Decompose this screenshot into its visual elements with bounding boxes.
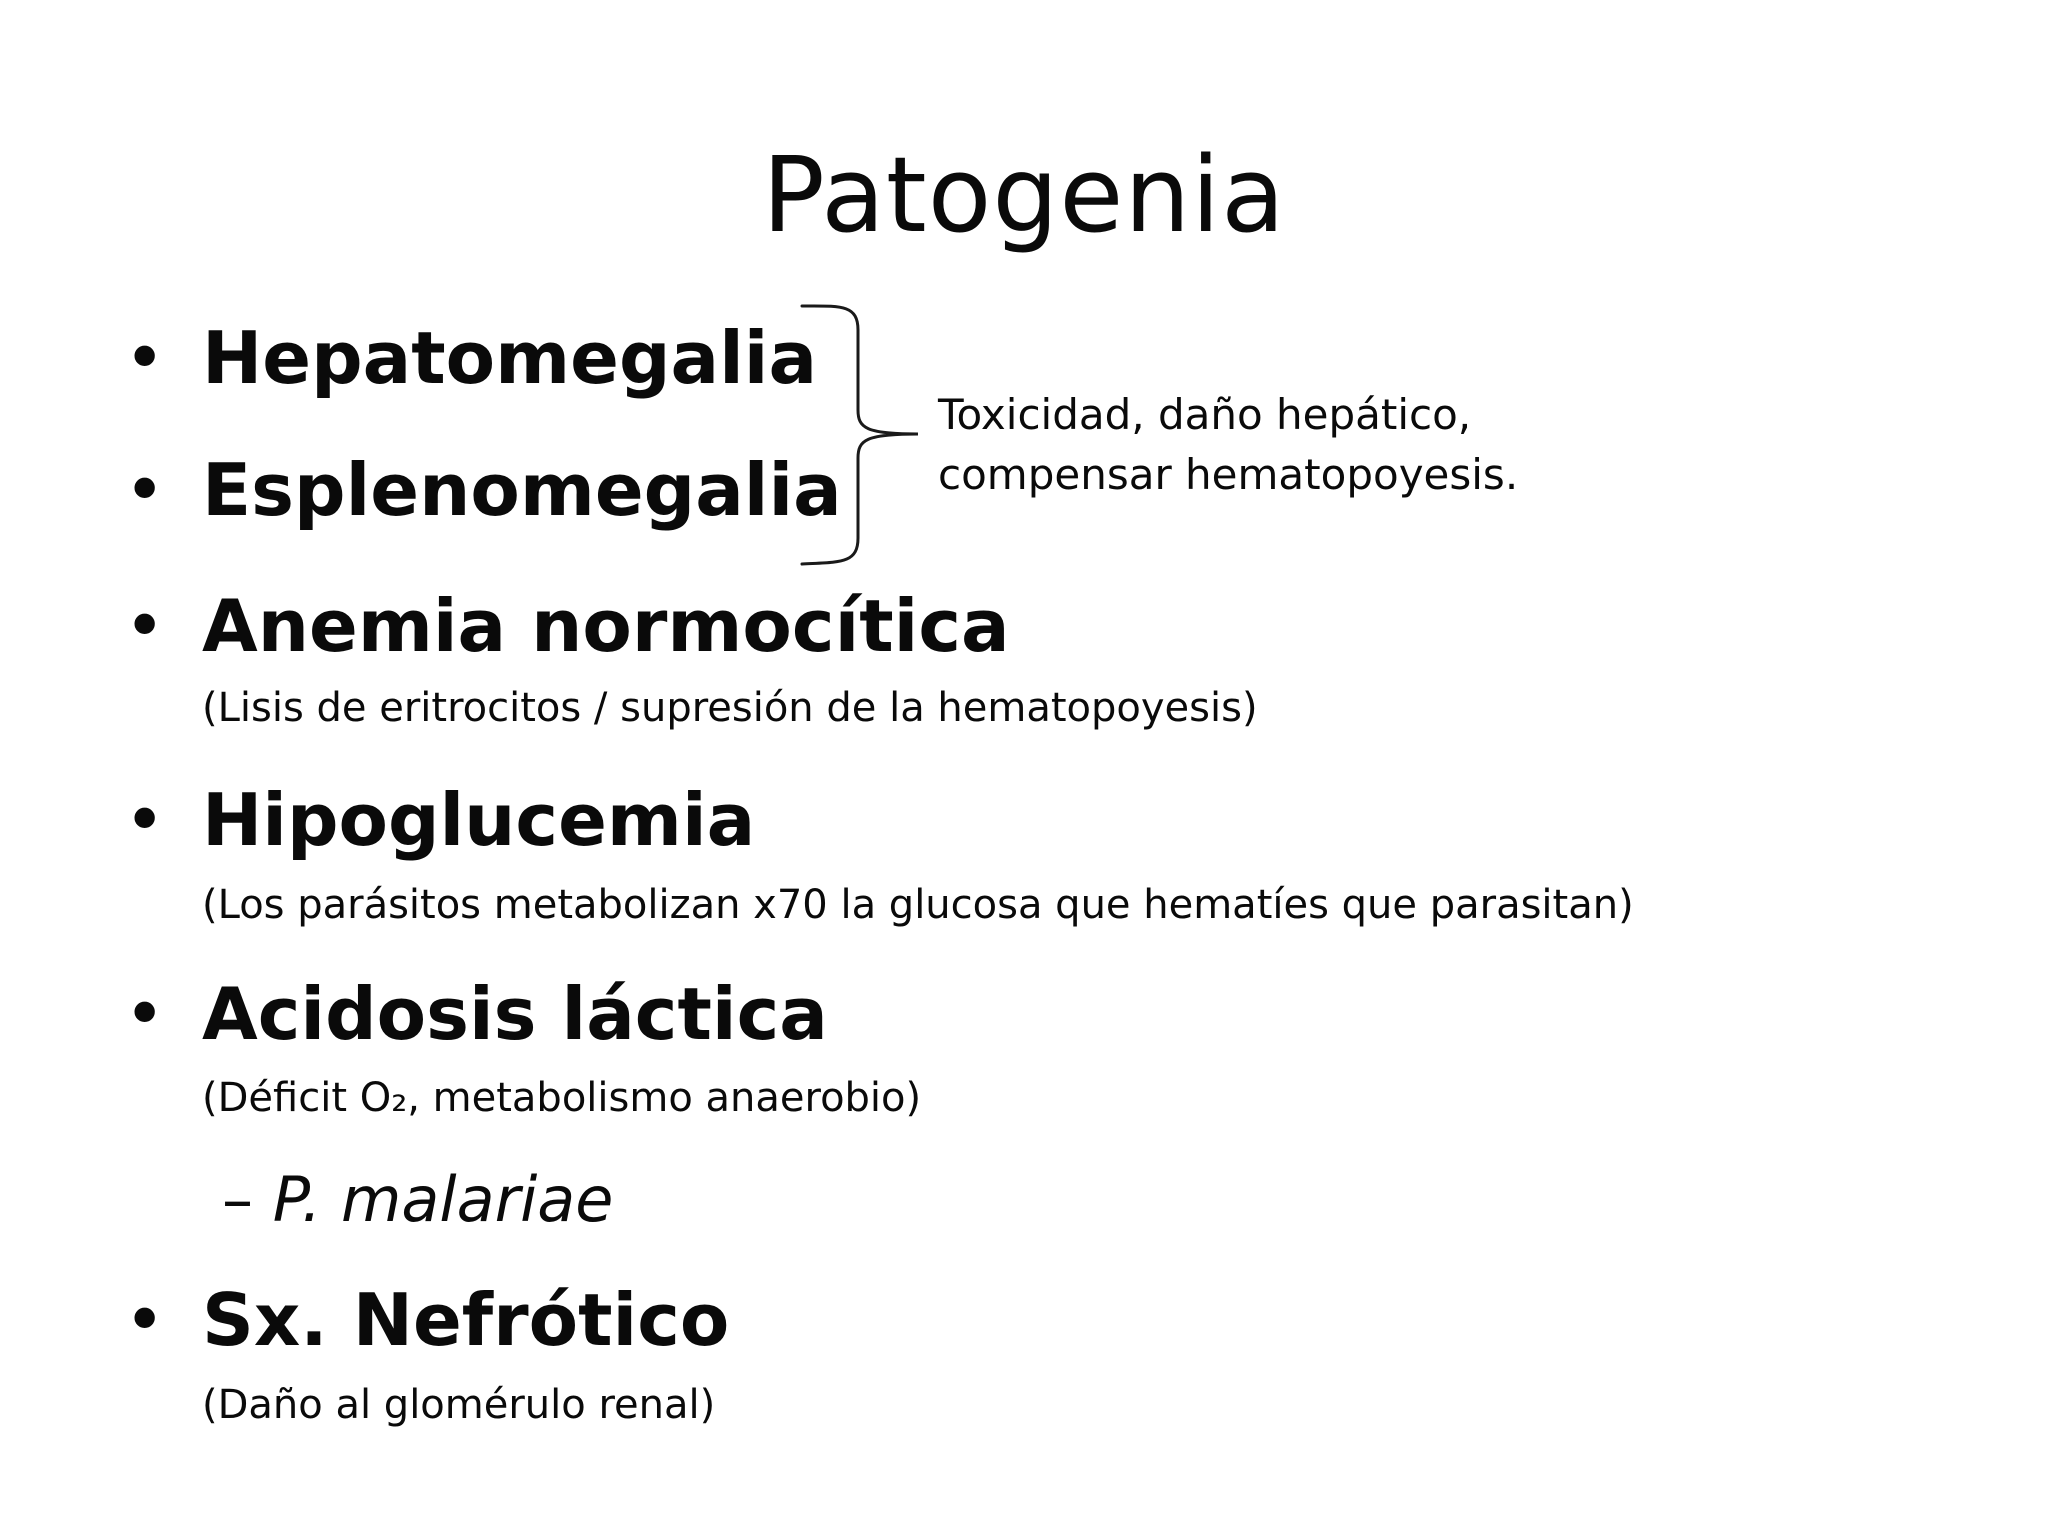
bullet-icon: • <box>124 317 166 399</box>
curly-bracket-icon <box>800 300 930 570</box>
item-heading-hipoglucemia: Hipoglucemia <box>202 778 756 862</box>
slide-title: Patogenia <box>762 134 1286 256</box>
bullet-icon: • <box>124 779 166 861</box>
item-note-anemia: (Lisis de eritrocitos / supresión de la hematopoyesis) <box>202 685 1258 731</box>
bullet-icon: • <box>124 449 166 531</box>
bracket-note <box>938 385 1518 505</box>
sub-item-text: P. malariae <box>272 1163 614 1236</box>
sub-item-malariae <box>222 1162 613 1238</box>
bracket-note-line2: compensar hematopoyesis. <box>938 450 1519 499</box>
item-note-nefrotico: (Daño al glomérulo renal) <box>202 1382 716 1428</box>
item-heading-esplenomegalia: Esplenomegalia <box>202 448 842 532</box>
bullet-icon: • <box>124 585 166 667</box>
item-note-acidosis: (Déficit O₂, metabolismo anaerobio) <box>202 1075 922 1121</box>
item-heading-acidosis: Acidosis láctica <box>202 972 828 1056</box>
bracket-note-line1: Toxicidad, daño hepático, <box>938 390 1472 439</box>
item-heading-hepatomegalia: Hepatomegalia <box>202 316 818 400</box>
item-note-hipoglucemia: (Los parásitos metabolizan x70 la glucosa que hematíes que parasitan) <box>202 882 1634 928</box>
item-heading-anemia: Anemia normocítica <box>202 584 1010 668</box>
item-heading-nefrotico: Sx. Nefrótico <box>202 1278 730 1362</box>
dash-icon: – <box>222 1163 253 1236</box>
bullet-icon: • <box>124 973 166 1055</box>
bullet-icon: • <box>124 1279 166 1361</box>
